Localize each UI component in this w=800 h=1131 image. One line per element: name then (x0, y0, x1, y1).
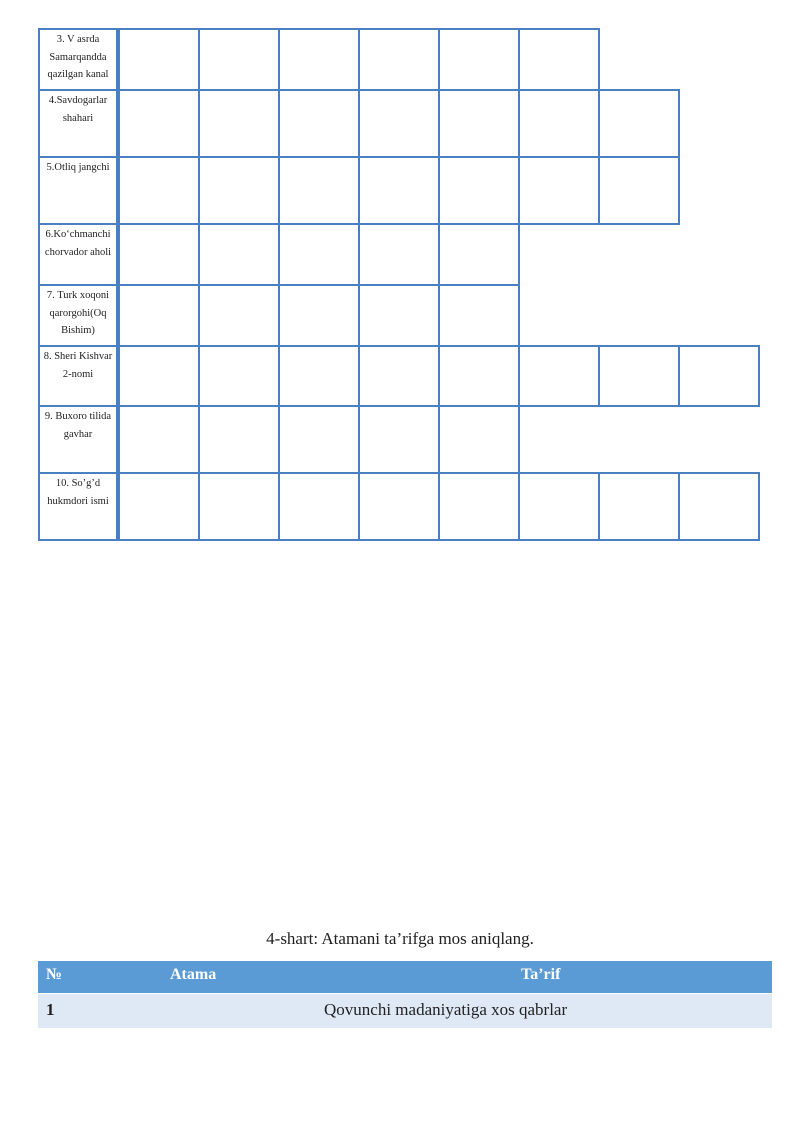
crossword-cell[interactable] (118, 223, 200, 286)
crossword-cell[interactable] (438, 472, 520, 541)
crossword-cell[interactable] (518, 156, 600, 225)
header-term: Atama (170, 966, 217, 983)
crossword-cell[interactable] (278, 405, 360, 474)
crossword-clue: 5.Otliq jangchi (38, 156, 118, 225)
crossword-cell[interactable] (198, 472, 280, 541)
crossword-cell[interactable] (198, 405, 280, 474)
crossword-cell[interactable] (278, 89, 360, 158)
crossword-cell[interactable] (438, 89, 520, 158)
crossword-cell[interactable] (598, 345, 680, 407)
crossword-cell[interactable] (278, 472, 360, 541)
crossword-cell[interactable] (198, 223, 280, 286)
crossword-cell[interactable] (438, 28, 520, 91)
crossword-cell[interactable] (198, 284, 280, 347)
crossword-cell[interactable] (118, 89, 200, 158)
crossword-cell[interactable] (358, 472, 440, 541)
crossword-cell[interactable] (358, 156, 440, 225)
crossword-cell[interactable] (358, 223, 440, 286)
crossword-cell[interactable] (598, 89, 680, 158)
crossword-clue: 3. V asrda Samarqandda qazilgan kanal (38, 28, 118, 91)
crossword-clue: 8. Sheri Kishvar 2-nomi (38, 345, 118, 407)
crossword-cell[interactable] (678, 345, 760, 407)
crossword-cell[interactable] (358, 284, 440, 347)
crossword-cell[interactable] (438, 156, 520, 225)
crossword-cell[interactable] (438, 284, 520, 347)
crossword-cell[interactable] (118, 28, 200, 91)
crossword-clue: 6.Ko‘chmanchi chorvador aholi (38, 223, 118, 286)
header-number: № (46, 966, 63, 983)
crossword-cell[interactable] (198, 89, 280, 158)
crossword-cell[interactable] (678, 472, 760, 541)
header-definition: Ta’rif (521, 966, 561, 983)
row-definition: Qovunchi madaniyatiga xos qabrlar (324, 1000, 568, 1019)
crossword-cell[interactable] (278, 345, 360, 407)
crossword-cell[interactable] (198, 345, 280, 407)
crossword-cell[interactable] (518, 345, 600, 407)
crossword-cell[interactable] (438, 223, 520, 286)
crossword-cell[interactable] (358, 405, 440, 474)
crossword-clue: 7. Turk xoqoni qarorgohi(Oq Bishim) (38, 284, 118, 347)
table-header (38, 961, 772, 993)
crossword-cell[interactable] (198, 28, 280, 91)
crossword-cell[interactable] (518, 28, 600, 91)
crossword-cell[interactable] (358, 345, 440, 407)
table-row (38, 993, 772, 1028)
crossword-clue: 10. So’g’d hukmdori ismi (38, 472, 118, 541)
task-caption: 4-shart: Atamani ta’rifga mos aniqlang. (266, 929, 534, 948)
crossword-cell[interactable] (438, 345, 520, 407)
crossword-cell[interactable] (118, 472, 200, 541)
crossword-cell[interactable] (518, 472, 600, 541)
term-definition-table (38, 961, 772, 1028)
crossword-cell[interactable] (118, 345, 200, 407)
crossword-cell[interactable] (118, 284, 200, 347)
crossword-clue: 9. Buxoro tilida gavhar (38, 405, 118, 474)
row-number: 1 (46, 1000, 55, 1019)
crossword-cell[interactable] (438, 405, 520, 474)
crossword-cell[interactable] (118, 156, 200, 225)
crossword-cell[interactable] (518, 89, 600, 158)
crossword-cell[interactable] (278, 284, 360, 347)
crossword-cell[interactable] (278, 156, 360, 225)
crossword-cell[interactable] (198, 156, 280, 225)
crossword-cell[interactable] (598, 472, 680, 541)
crossword-cell[interactable] (598, 156, 680, 225)
crossword-cell[interactable] (278, 223, 360, 286)
crossword-clue: 4.Savdogarlar shahari (38, 89, 118, 158)
crossword-cell[interactable] (118, 405, 200, 474)
crossword-cell[interactable] (358, 28, 440, 91)
crossword-cell[interactable] (358, 89, 440, 158)
crossword-cell[interactable] (278, 28, 360, 91)
